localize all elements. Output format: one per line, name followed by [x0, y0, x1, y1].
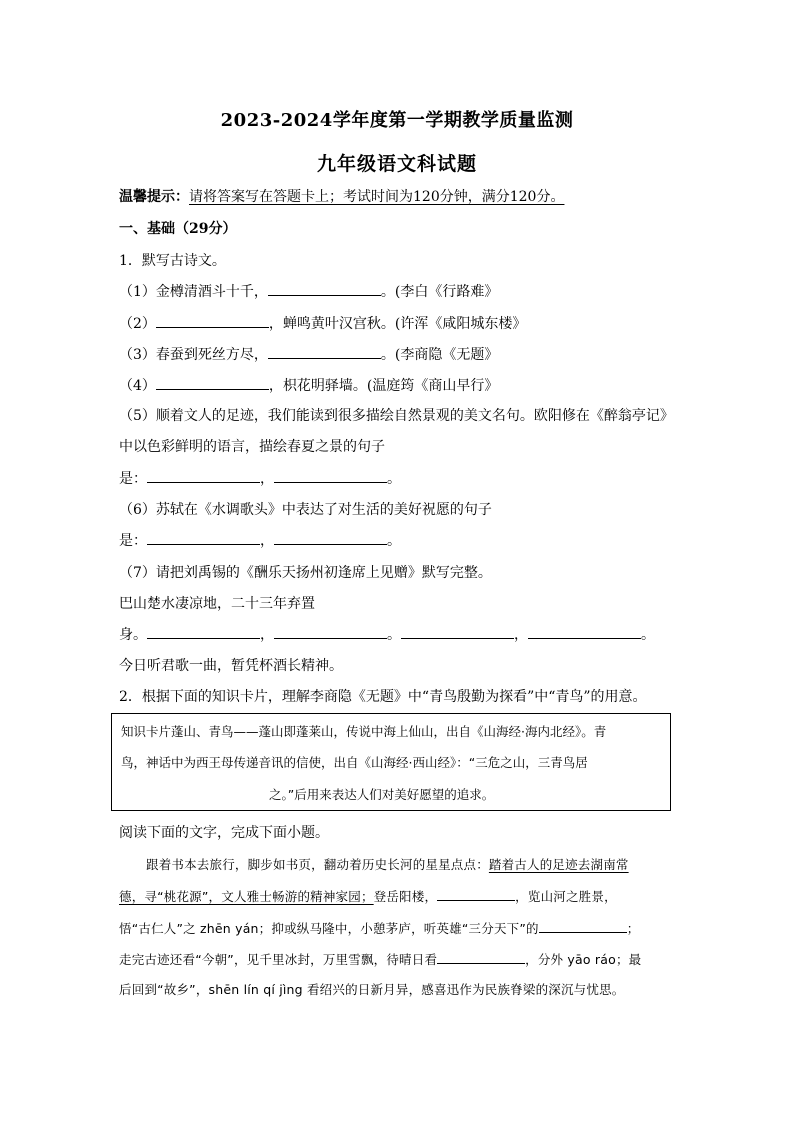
passage-text: 悟“古仁人”之 zhēn yán；抑或纵马隆中，小憩茅庐，听英雄“三分天下”的 [119, 921, 539, 936]
q1-item-3-text: （3）春蚕到死丝方尽， [119, 347, 268, 363]
notice-text: 请将答案写在答题卡上；考试时间为120分钟，满分120分。 [189, 189, 565, 205]
q1-item-7-line4: 今日听君歌一曲，暂凭杯酒长精神。 [119, 658, 343, 674]
section1-heading: 一、基础（29分） [119, 221, 237, 237]
passage-line-2 [119, 886, 617, 905]
answer-blank[interactable] [274, 624, 387, 639]
exam-subtitle: 九年级语文科试题 [316, 153, 477, 175]
passage-underlined: 德，寻“桃花源”，文人雅士畅游的精神家园； [119, 889, 374, 904]
q1-item-4 [119, 375, 498, 395]
q1-item-2-num: （2） [119, 316, 156, 332]
answer-blank[interactable] [147, 468, 260, 483]
answer-prefix: 是： [119, 533, 147, 549]
answer-prefix: 是： [119, 471, 147, 487]
q1-item-6-line1: （6）苏轼在《水调歌头》中表达了对生活的美好祝愿的句子 [119, 502, 492, 518]
period: 。 [387, 471, 401, 487]
passage-text: ，分外 yāo ráo；最 [525, 952, 642, 967]
q1-item-7-line1: （7）请把刘禹锡的《酬乐天扬州初逢席上见赠》默写完整。 [119, 565, 492, 581]
comma: ， [514, 627, 528, 643]
card-line-1: 知识卡片蓬山、青鸟——蓬山即蓬莱山，传说中海上仙山，出自《山海经·海内北经》。青 [121, 724, 607, 739]
passage-text: ，览山河之胜景， [515, 889, 617, 904]
passage-underlined: 踏着古人的足迹去湖南常 [488, 857, 629, 872]
passage-text: ； [626, 921, 640, 936]
q1-item-7-line2: 巴山楚水凄凉地，二十三年弃置 [119, 596, 315, 612]
answer-blank[interactable] [274, 530, 387, 545]
passage-line-3 [119, 918, 639, 937]
reading-intro: 阅读下面的文字，完成下面小题。 [119, 825, 329, 841]
period: 。 [641, 627, 655, 643]
answer-blank[interactable] [539, 918, 627, 933]
q1-item-2-text: ，蝉鸣黄叶汉宫秋。(许浑《咸阳城东楼》 [268, 316, 527, 332]
answer-blank[interactable] [156, 313, 269, 328]
period: 。 [387, 533, 401, 549]
answer-blank[interactable] [437, 949, 525, 964]
comma: ， [260, 471, 274, 487]
answer-blank[interactable] [437, 886, 515, 901]
q1-item-3-source: 。(李商隐《无题》 [380, 347, 499, 363]
card-line-3: 之。”后用来表达人们对美好愿望的追求。 [269, 787, 495, 802]
answer-blank[interactable] [268, 344, 381, 359]
passage-line-5: 后回到“故乡”，shēn lín qí jìng 看绍兴的日新月异，感喜迅作为民族脊梁的深沉与忧思。 [119, 982, 625, 997]
q1-item-1-source: 。(李白《行路难》 [380, 284, 499, 300]
passage-line-1 [146, 855, 629, 873]
comma: ， [260, 533, 274, 549]
answer-blank[interactable] [268, 281, 381, 296]
card-line-2: 鸟，神话中为西王母传递音讯的信使，出自《山海经·西山经》：“三危之山，三青鸟居 [121, 755, 588, 770]
q1-stem: 1．默写古诗文。 [119, 253, 226, 269]
answer-blank[interactable] [528, 624, 641, 639]
knowledge-card [111, 713, 671, 811]
q1-item-3 [119, 344, 498, 364]
q1-item-1 [119, 281, 498, 301]
q1-item-6-line2 [119, 530, 401, 550]
answer-blank[interactable] [156, 375, 269, 390]
comma: ， [260, 627, 274, 643]
q1-item-5-line3 [119, 468, 401, 488]
passage-text: 登岳阳楼， [373, 889, 438, 904]
q1-item-7-line3 [119, 624, 655, 644]
passage-text: 走完古迹还看“今朝”，见千里冰封，万里雪飘，待晴日看 [119, 952, 438, 967]
answer-blank[interactable] [147, 624, 260, 639]
passage-line-4 [119, 949, 641, 968]
notice-line [119, 186, 564, 206]
q1-item-1-text: （1）金樽清酒斗十千， [119, 284, 268, 300]
q1-item-5-line2: 中以色彩鲜明的语言，描绘春夏之景的句子 [119, 439, 385, 455]
q2-stem: 2．根据下面的知识卡片，理解李商隐《无题》中“青鸟殷勤为探看”中“青鸟”的用意。 [119, 689, 647, 705]
q1-item-4-text: ，枳花明驿墙。(温庭筠《商山早行》 [268, 378, 499, 394]
q1-item-2 [119, 313, 526, 333]
q1-item-5-line1: （5）顺着文人的足迹，我们能读到很多描绘自然景观的美文名句。欧阳修在《醉翁亭记》 [119, 408, 674, 424]
passage-text: 跟着书本去旅行，脚步如书页，翻动着历史长河的星星点点： [146, 857, 489, 872]
answer-prefix: 身。 [119, 627, 147, 643]
exam-title: 2023-2024学年度第一学期教学质量监测 [220, 110, 574, 131]
answer-blank[interactable] [401, 624, 514, 639]
answer-blank[interactable] [147, 530, 260, 545]
answer-blank[interactable] [274, 468, 387, 483]
notice-label: 温馨提示： [119, 189, 189, 205]
q1-item-4-num: （4） [119, 378, 156, 394]
period: 。 [387, 627, 401, 643]
